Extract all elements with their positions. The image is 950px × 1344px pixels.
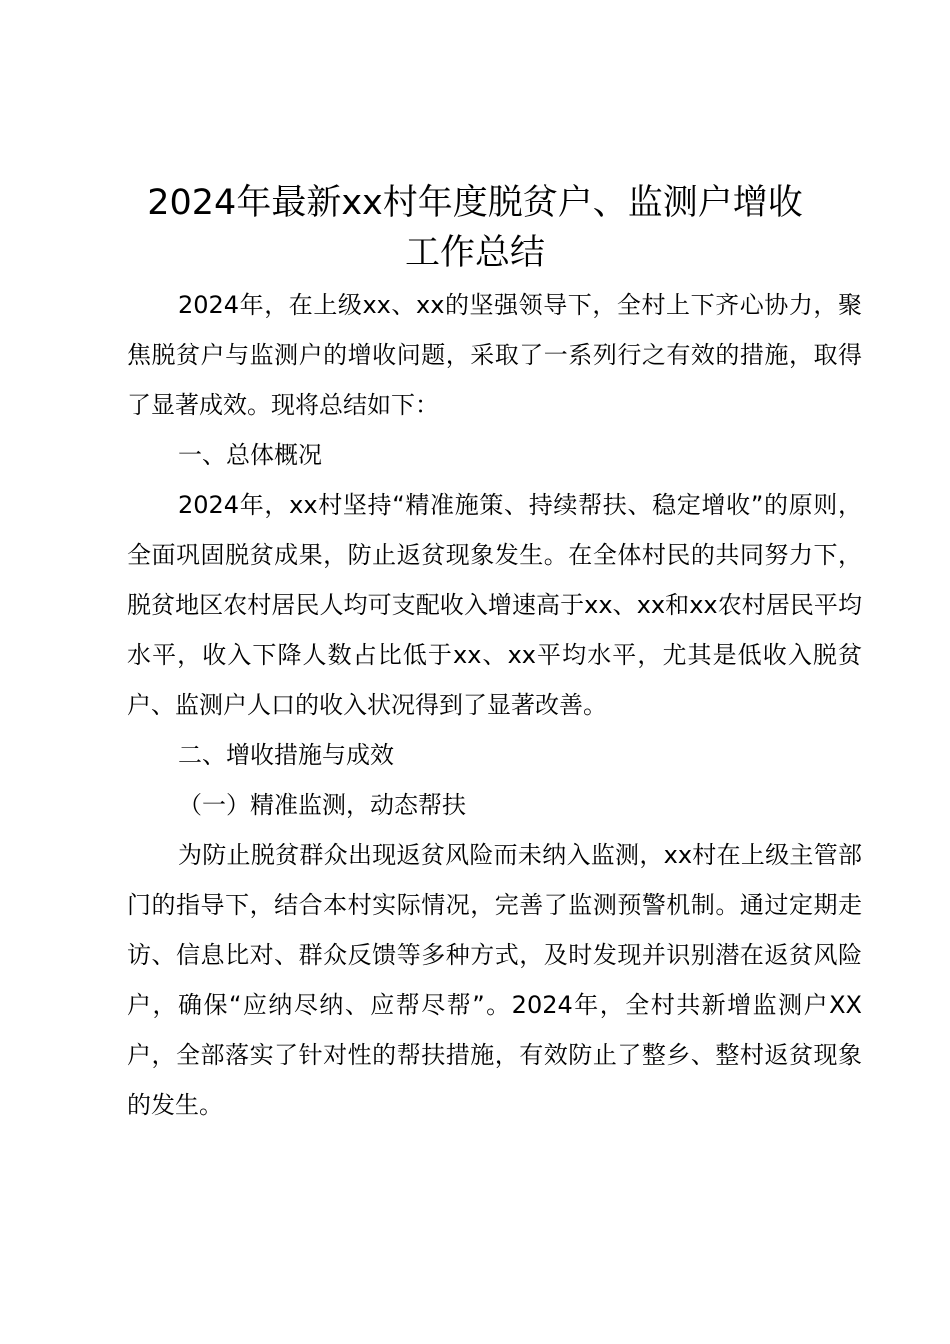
document-title <box>90 178 860 278</box>
title-line-1: 2024年最新xx村年度脱贫户、监测户增收 <box>147 183 803 223</box>
section-heading-measures: 二、增收措施与成效 <box>178 741 394 769</box>
intro-paragraph: 2024年，在上级xx、xx的坚强领导下，全村上下齐心协力，聚焦脱贫户与监测户的增收问题，采取了一系列行之有效的措施，取得了显著成效。现将总结如下： <box>127 291 862 419</box>
monitoring-paragraph: 为防止脱贫群众出现返贫风险而未纳入监测，xx村在上级主管部门的指导下，结合本村实际情况，完善了监测预警机制。通过定期走访、信息比对、群众反馈等多种方式，及时发现并识别潜在返贫风险户，确保“应纳尽纳、应帮尽帮”。2024年，全村共新增监测户XX户，全部落实了针对性的帮扶措施，有效防止了整乡、整村返贫现象的发生。 <box>127 841 862 1119</box>
title-line-2: 工作总结 <box>404 233 545 273</box>
document-body <box>127 280 862 1130</box>
section-heading-overview: 一、总体概况 <box>178 441 322 469</box>
overview-paragraph: 2024年，xx村坚持“精准施策、持续帮扶、稳定增收”的原则，全面巩固脱贫成果，防止返贫现象发生。在全体村民的共同努力下，脱贫地区农村居民人均可支配收入增速高于xx、xx和xx农村居民平均水平，收入下降人数占比低于xx、xx平均水平，尤其是低收入脱贫户、监测户人口的收入状况得到了显著改善。 <box>127 491 862 719</box>
subsection-heading-monitoring: （一）精准监测，动态帮扶 <box>178 791 466 819</box>
